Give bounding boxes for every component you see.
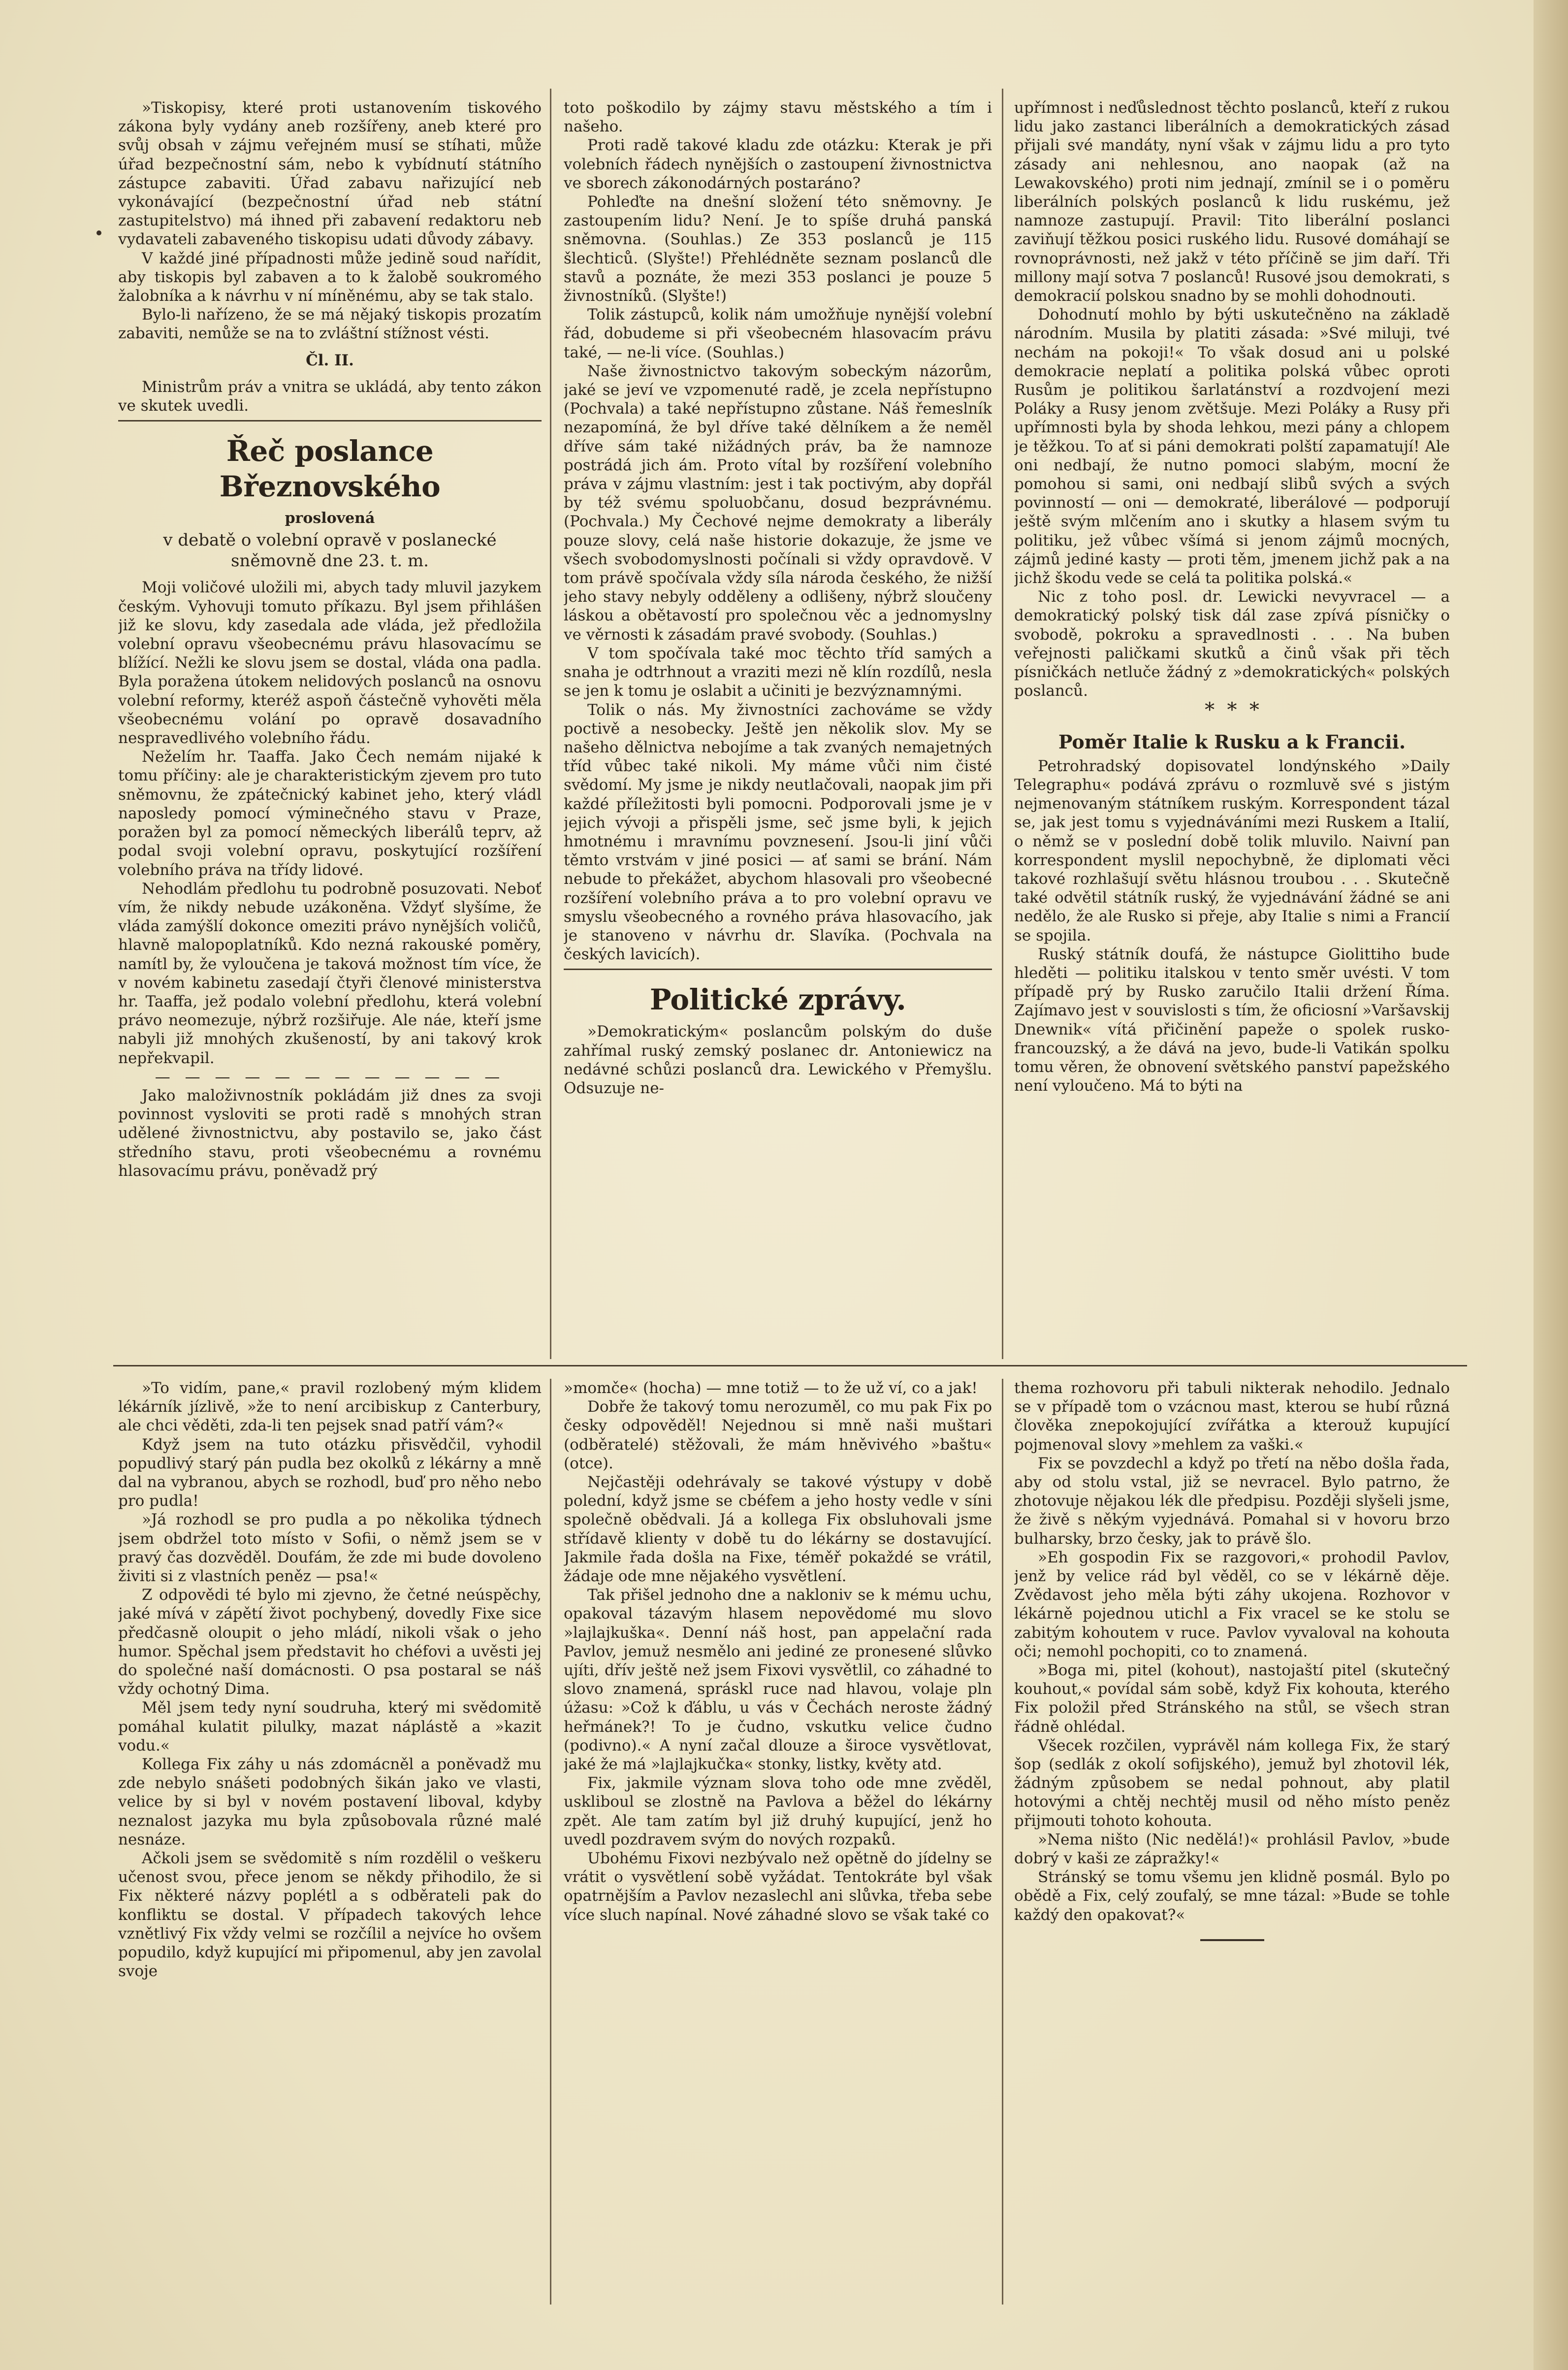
paragraph: »Já rozhodl se pro pudla a po několika týdnech jsem obdržel toto místo v Sofii, o němž jsem se v pravý čas dozvěděl. Doufám, že zde mi bude dovoleno živiti si z vlastních peněz — psa!« <box>118 1511 542 1586</box>
paragraph: »Demokratickým« poslancům polským do duše zahřímal ruský zemský poslanec dr. Antoniewicz na nedávné schůzi poslanců dra. Lewického v Přemyšlu. Odsuzuje ne- <box>564 1023 992 1097</box>
feuilleton-column-2 <box>564 1379 992 2305</box>
paragraph: Naše živnostnictvo takovým sobeckým názorům, jaké se jeví ve vzpomenuté radě, je zcela nepřístupno (Pochvala) a také nepřístupno zůstane. Náš řemeslník nezapomíná, že byl dříve také dělníkem a že neměl dříve sám také nižádných práv, ba že namnoze postrádá jich ám. Proto vítal by rozšíření volebního práva v zájmu vlastním: jest i tak poctivým, aby dopřál by též svému spoluobčanu, dosud bezprávnému. (Pochvala.) My Čechové nejme demokraty a liberály pouze slovy, celá naše historie dokazuje, že jsme ve všech svobodomyslnosti počínali si vždy opravdově. V tom právě spočívala vždy síla národa českého, že nižší jeho stavy nebyly odděleny a odlišeny, nýbrž sloučeny láskou a obětavostí pro společnou věc a jednomyslny ve věrnosti k zásadám pravé svobody. (Souhlas.) <box>564 362 992 644</box>
feuilleton-column-1 <box>118 1379 542 2305</box>
paragraph: upřímnost i neďůslednost těchto poslanců, kteří z rukou lidu jako zastanci liberálních a demokratických zásad přijali své mandáty, nyní však v zájmu lidu a pro tyto zásady ani nehlesnou, ano naopak (až na Lewakovského) proti nim jednají, zmínil se i o poměru liberálních polských poslanců k lidu ruskému, jež namnoze zastupují. Pravil: Tito liberální poslanci zaviňují těžkou posici ruského lidu. Rusové domáhají se rovnoprávnosti, než jakž v této příčině se jim daří. Tři millony mají sotva 7 poslanců! Rusové jsou demokrati, s demokracií polskou snadno by se mohli dohodnouti. <box>1014 99 1450 305</box>
paragraph: Tak přišel jednoho dne a nakloniv se k mému uchu, opakoval tázavým hlasem nepovědomé mu slovo »lajlajkuška«. Denní náš host, pan appelační rada Pavlov, jemuž nesmělo ani jediné ze pronesené slůvko ujíti, dřív ještě než jsem Fixovi vysvětlil, co záhadné to slovo znamená, spráskl ruce nad hlavou, volaje pln úžasu: »Což k ďáblu, u vás v Čechách neroste žádný heřmánek?! To je čudno, vskutku velice čudno (podivno).« A nyní začal dlouze a široce vysvětlovat, jaké že má »lajlajkučka« stonky, listky, květy atd. <box>564 1586 992 1774</box>
top-column-1 <box>118 98 542 1362</box>
paragraph: V tom spočívala také moc těchto tříd samých a snaha je odtrhnout a vraziti mezi ně klín rozdílů, nesla se jen k tomu je oslabit a učiniti je bezvýznamnými. <box>564 644 992 700</box>
article-heading: Čl. II. <box>306 351 354 369</box>
paragraph: »Eh gospodin Fix se razgovori,« prohodil Pavlov, jenž by velice rád byl věděl, co se v lékárně děje. Zvědavost jeho měla býti záhy ukojena. Rozhovor v lékárně pojednou utichl a Fix vracel se ke stolu se zabitým kohoutem v ruce. Pavlov vyvaloval na kohouta oči; nemohl pochopiti, co to znamená. <box>1014 1548 1450 1660</box>
paragraph: Petrohradský dopisovatel londýnského »Daily Telegraphu« podává zprávu o rozmluvě své s jistým nejmenovaným státníkem ruským. Korrespondent tázal se, jak jest tomu s vyjednáváními mezi Ruskem a Italií, o němž se v poslední době tolik mluvilo. Naivní pan korrespondent myslil nepochybně, že diplomati věci takové rozhlašují světu hlásnou troubou . . . Skutečně také odvětil státník ruský, že vyjednávání žádné se ani nedělo, že ale Rusko si přeje, aby Italie s nimi a Francií se spojila. <box>1014 757 1450 944</box>
column-rule <box>1002 1379 1003 2305</box>
section-headline: Politické zprávy. <box>649 983 906 1017</box>
paragraph: Tolik o nás. My živnostníci zachováme se vždy poctivě a nesobecky. Ještě jen několik slov. My se našeho dělnictva nebojíme a tak zvaných nemajetných tříd vůbec také nikoli. My máme vůči nim čisté svědomí. My jsme je nikdy neutlačovali, naopak jim při každé příležitosti byli pomocni. Podporovali jsme je v jejich vývoji a přispěli jsme, seč jsme byli, k jejich hmotnému i mravnímu povznesení. Jsou-li jiní vůči těmto vrstvám v jiné posici — ať sami se brání. Nám nebude to překážet, abychom hlasovali pro všeobecné rozšíření volebního práva a to pro volební opravu ve smyslu všeobecného a rovného práva hlasovacího, jak je stanoveno v návrhu dr. Slavíka. (Pochvala na českých lavicích). <box>564 701 992 964</box>
end-ornament <box>1200 1939 1264 1941</box>
top-column-2 <box>564 98 992 1362</box>
paragraph: Stránský se tomu všemu jen klidně posmál. Bylo po obědě a Fix, celý zoufalý, se mne tázal: »Bude se tohle každý den opakovat?« <box>1014 1868 1450 1924</box>
paragraph: Kollega Fix záhy u nás zdomácněl a poněvadž mu zde nebylo snášeti podobných šikán jako ve vlasti, velice by si byl v novém postavení liboval, kdyby neznalost jazyka mu byla způsobovala různé malé nesnáze. <box>118 1755 542 1849</box>
paragraph: Jako maloživnostník pokládám již dnes za svoji povinnost vysloviti se proti radě s mnohých stran udělené živnostnictvu, aby postavilo se, jako část středního stavu, proti všeobecnému a rovnému hlasovacímu právu, poněvadž prý <box>118 1086 542 1180</box>
paragraph: »Nema ništo (Nic nedělá!)« prohlásil Pavlov, »bude dobrý v kaši ze zápražky!« <box>1014 1830 1450 1868</box>
margin-mark <box>96 230 101 235</box>
section-headline: Poměr Italie k Rusku a k Francii. <box>1058 730 1406 753</box>
paragraph: Ačkoli jsem se svědomitě s ním rozdělil o veškeru učenost svou, přece jenom se někdy přihodilo, že si Fix některé názvy poplétl a s odběrateli pak do konfliktu se dostal. V případech takových lehce vznětlivý Fix vždy velmi se rozčílil a nejvíce ho ovšem popudilo, když kupující mi připomenul, aby jen zavolal svoje <box>118 1850 542 1980</box>
speech-headline: Řeč poslance Březnovského <box>219 434 441 504</box>
paragraph: Nic z toho posl. dr. Lewicki nevyvracel — a demokratický polský tisk dál zase zpívá písničky o svobodě, pokroku a spravedlnosti . . . Na buben veřejnosti paličkami skutků a činů však při těch písničkách netluče žádný z »demokratických« polských poslanců. <box>1014 588 1450 700</box>
paragraph: Z odpovědi té bylo mi zjevno, že četné neúspěchy, jaké mívá v zápětí život pochybený, dovedly Fixe sice předčasně oloupit o jeho mládí, nikoli však o jeho humor. Spěchal jsem představit ho chéfovi a uvěsti jej do společné naší domácnosti. O psa postaral se náš vždy ochotný Dima. <box>118 1586 542 1698</box>
section-divider <box>113 1365 1467 1366</box>
paragraph: toto poškodilo by zájmy stavu městského a tím i našeho. <box>564 99 992 136</box>
paragraph: »Boga mi, pitel (kohout), nastojaští pitel (skutečný kouhout,« povídal sám sobě, když Fix kohouta, kterého Fix položil před Stránského na stůl, se všech stran řádně ohlédal. <box>1014 1661 1450 1736</box>
paragraph: Měl jsem tedy nyní soudruha, který mi svědomitě pomáhal kulatit pilulky, mazat náplástě a »kazit vodu.« <box>118 1699 542 1754</box>
dash-separator: — — — — — — — — — — — — <box>155 1068 505 1086</box>
paragraph: Tolik zástupců, kolik nám umožňuje nynější volební řád, dobudeme si při všeobecném hlasovacím právu také, — ne-li více. (Souhlas.) <box>564 306 992 361</box>
paragraph: Nejčastěji odehrávaly se takové výstupy v době polední, když jsme se cbéfem a jeho hosty vedle v síni společně obědvali. Já a kollega Fix obsluhovali jsme střídavě klienty v době tu do lékárny se dostavující. Jakmile řada došla na Fixe, téměř pokaždé se vrátil, žádaje ode mne nějakého vysvětlení. <box>564 1473 992 1586</box>
paragraph: Dohodnutí mohlo by býti uskutečněno na základě národním. Musila by platiti zásada: »Své miluji, tvé nechám na pokoji!« To však dosud ani u polské demokracie neplatí a politika polská vůbec oproti Rusům je politikou šarlatánství a rozdvojení mezi Poláky a Rusy jenom zvětšuje. Mezi Poláky a Rusy při upřímnosti byla by shoda lehkou, mezi pány a chlopem je těžkou. To ať si páni demokrati polští zapamatují! Ale oni nedbají, že nutno pomoci slabým, mocní že pomohou si sami, oni nedbají slibů svých a svých povinností — oni — demokraté, liberálové — podporují ještě svým mlčením ano i skutky a hlasem svým tu politiku, jež vůbec všímá si jenom zájmů mocných, zájmů jediné kasty — proti těm, jmenem jichž pak a na jichž škodu vede se celá ta politika polská.« <box>1014 306 1450 587</box>
paper-edge <box>1534 0 1568 2370</box>
paragraph: »Tiskopisy, které proti ustanovením tiskového zákona byly vydány aneb rozšířeny, aneb které pro svůj obsah v zájmu veřejném musí se stíhati, může úřad bezpečnostní sám, nebo k vybídnutí státního zástupce zabaviti. Úřad zabavu nařizující neb vykonávající (bezpečnostní úřad neb státní zastupitelstvo) má ihned při zabavení redaktoru neb vydavateli zabaveného tiskopisu udati důvody zábavy. <box>118 99 542 249</box>
paragraph: Dobře že takový tomu nerozuměl, co mu pak Fix po česky odpověděl! Nejednou si mně naši muštari (odběratelé) stěžovali, že mám hněvivého »baštu« (otce). <box>564 1398 992 1472</box>
column-rule <box>1002 89 1003 1359</box>
paragraph: Pohleďte na dnešní složení této sněmovny. Je zastoupením lidu? Není. Je to spíše druhá panská sněmovna. (Souhlas.) Ze 353 poslanců je 115 šlechticů. (Slyšte!) Přehlédněte seznam poslanců dle stavů a poznáte, že mezi 353 poslanci je pouze 5 živnostníků. (Slyšte!) <box>564 193 992 305</box>
paragraph: Když jsem na tuto otázku přisvědčil, vyhodil popudlivý starý pán pudla bez okolků z lékárny a mně dal na vybranou, abych se rozhodl, buď pro něho nebo pro pudla! <box>118 1435 542 1510</box>
paragraph: Proti radě takové kladu zde otázku: Kterak je při volebních řádech nynějších o zastoupení živnostnictva ve sborech zákonodárných postaráno? <box>564 136 992 192</box>
rule <box>564 969 992 970</box>
feuilleton-column-3 <box>1014 1379 1450 2305</box>
speech-subheading: proslovená <box>285 510 375 527</box>
speech-subheading: v debatě o volební opravě v poslanecké sněmovně dne 23. t. m. <box>163 530 497 571</box>
paragraph: Moji voličové uložili mi, abych tady mluvil jazykem českým. Vyhovuji tomuto příkazu. Byl jsem přihlášen již ke slovu, kdy zasedala ade vláda, jež předložila volební opravu všeobecnému právu hlasovacímu se blížící. Nežli ke slovu jsem se dostal, vláda ona padla. Byla poražena útokem nelidových poslanců na osnovu volební reformy, kteréž aspoň částečně vyhověti měla všeobecnému volání po opravě dosavadního nespravedlivého volebního řádu. <box>118 579 542 747</box>
paragraph: Ubohému Fixovi nezbývalo než opětně do jídelny se vrátit o vysvětlení sobě vyžádat. Tentokráte byl však opatrnějším a Pavlov nezaslechl ani slůvka, třeba sebe více sluch napínal. Nové záhadné slovo se však také co <box>564 1850 992 1924</box>
paragraph: Fix se povzdechl a když po třetí na něbo došla řada, aby od stolu vstal, již se nevracel. Bylo patrno, že zhotovuje nějakou lék dle předpisu. Později slyšeli jsme, že živě s někým vyjednává. Pomahal si v hovoru brzo bulharsky, brzo česky, jak to právě šlo. <box>1014 1454 1450 1548</box>
column-rule <box>550 1379 551 2305</box>
paragraph: Nehodlám předlohu tu podrobně posuzovati. Neboť vím, že nikdy nebude uzákoněna. Vždyť slyšíme, že vláda zamýšlí dokonce omeziti právo nynějších voličů, hlavně malopoplatníků. Kdo nezná rakouské poměry, namítl by, že vyloučena je taková možnost tím více, že v novém kabinetu zasedají čtyři členové ministerstva hr. Taaffa, jež podalo volební předlohu, která volební právo neomezuje, nýbrž rozšiřuje. Ale náe, kteří jsme nabyli již mnohých zkušeností, by ani takový krok nepřekvapil. <box>118 879 542 1067</box>
paragraph: Bylo-li nařízeno, že se má nějaký tiskopis prozatím zabaviti, nemůže se na to zvláštní stížnost vésti. <box>118 306 542 343</box>
paragraph: Neželím hr. Taaffa. Jako Čech nemám nijaké k tomu příčiny: ale je charakteristickým zjevem pro tuto sněmovnu, že zpátečnický kabinet jeho, který vládl naposledy pomocí výminečného stavu v Praze, poražen byl za pomocí německých liberálů teprv, až podal svoji volební opravu, poskytující rozšíření volebního práva na třídy lidové. <box>118 748 542 879</box>
rule <box>118 420 542 422</box>
paragraph: Ministrům práv a vnitra se ukládá, aby tento zákon ve skutek uvedli. <box>118 378 542 415</box>
paragraph: Fix, jakmile význam slova toho ode mne zvěděl, uskliboul se zlostně na Pavlova a běžel do lékárny zpět. Ale tam zatím byl již druhý kupující, jenž ho uvedl pozdravem svým do nových rozpaků. <box>564 1774 992 1849</box>
paragraph: Všecek rozčilen, vyprávěl nám kollega Fix, že starý šop (sedlák z okolí sofijského), jemuž byl zhotovil lék, žádným způsobem se nedal pohnout, aby platil hotovými a chtěj nechtěj musil od něho místo peněz přijmouti tohoto kohouta. <box>1014 1736 1450 1830</box>
paragraph: »To vidím, pane,« pravil rozlobený mým klidem lékárník jízlivě, »že to není arcibiskup z Canterbury, ale chci věděti, zda-li ten pejsek snad patří vám?« <box>118 1379 542 1435</box>
column-rule <box>550 89 551 1359</box>
asterism: * * * <box>1205 698 1259 721</box>
top-column-3 <box>1014 98 1450 1362</box>
paragraph: Ruský státník doufá, že nástupce Giolittiho bude hleděti — politiku italskou v tento směr uvésti. V tom případě prý by Rusko zaručilo Italii držení Říma. Zajímavo jest v souvislosti s tím, že oficiosní »Varšavskij Dnewnik« vítá přičinění papeže o spolek rusko-francouzský, a že dává na jevo, bude-li Vatikán spolku tomu věren, že obnovení světského panství papežského není vyloučeno. Má to býti na <box>1014 945 1450 1095</box>
paragraph: »momče« (hocha) — mne totiž — to že už ví, co a jak! <box>564 1379 978 1397</box>
paragraph: thema rozhovoru při tabuli nikterak nehodilo. Jednalo se v případě tom o vzácnou mast, kterou se hubí různá člověka znepokojující zvířátka a kterouž kupující pojmenoval slovy »mehlem za vaški.« <box>1014 1379 1450 1454</box>
paragraph: V každé jiné případnosti může jedině soud nařídit, aby tiskopis byl zabaven a to k žalobě soukromého žalobníka a k návrhu v ní míněnému, aby se tak stalo. <box>118 249 542 305</box>
